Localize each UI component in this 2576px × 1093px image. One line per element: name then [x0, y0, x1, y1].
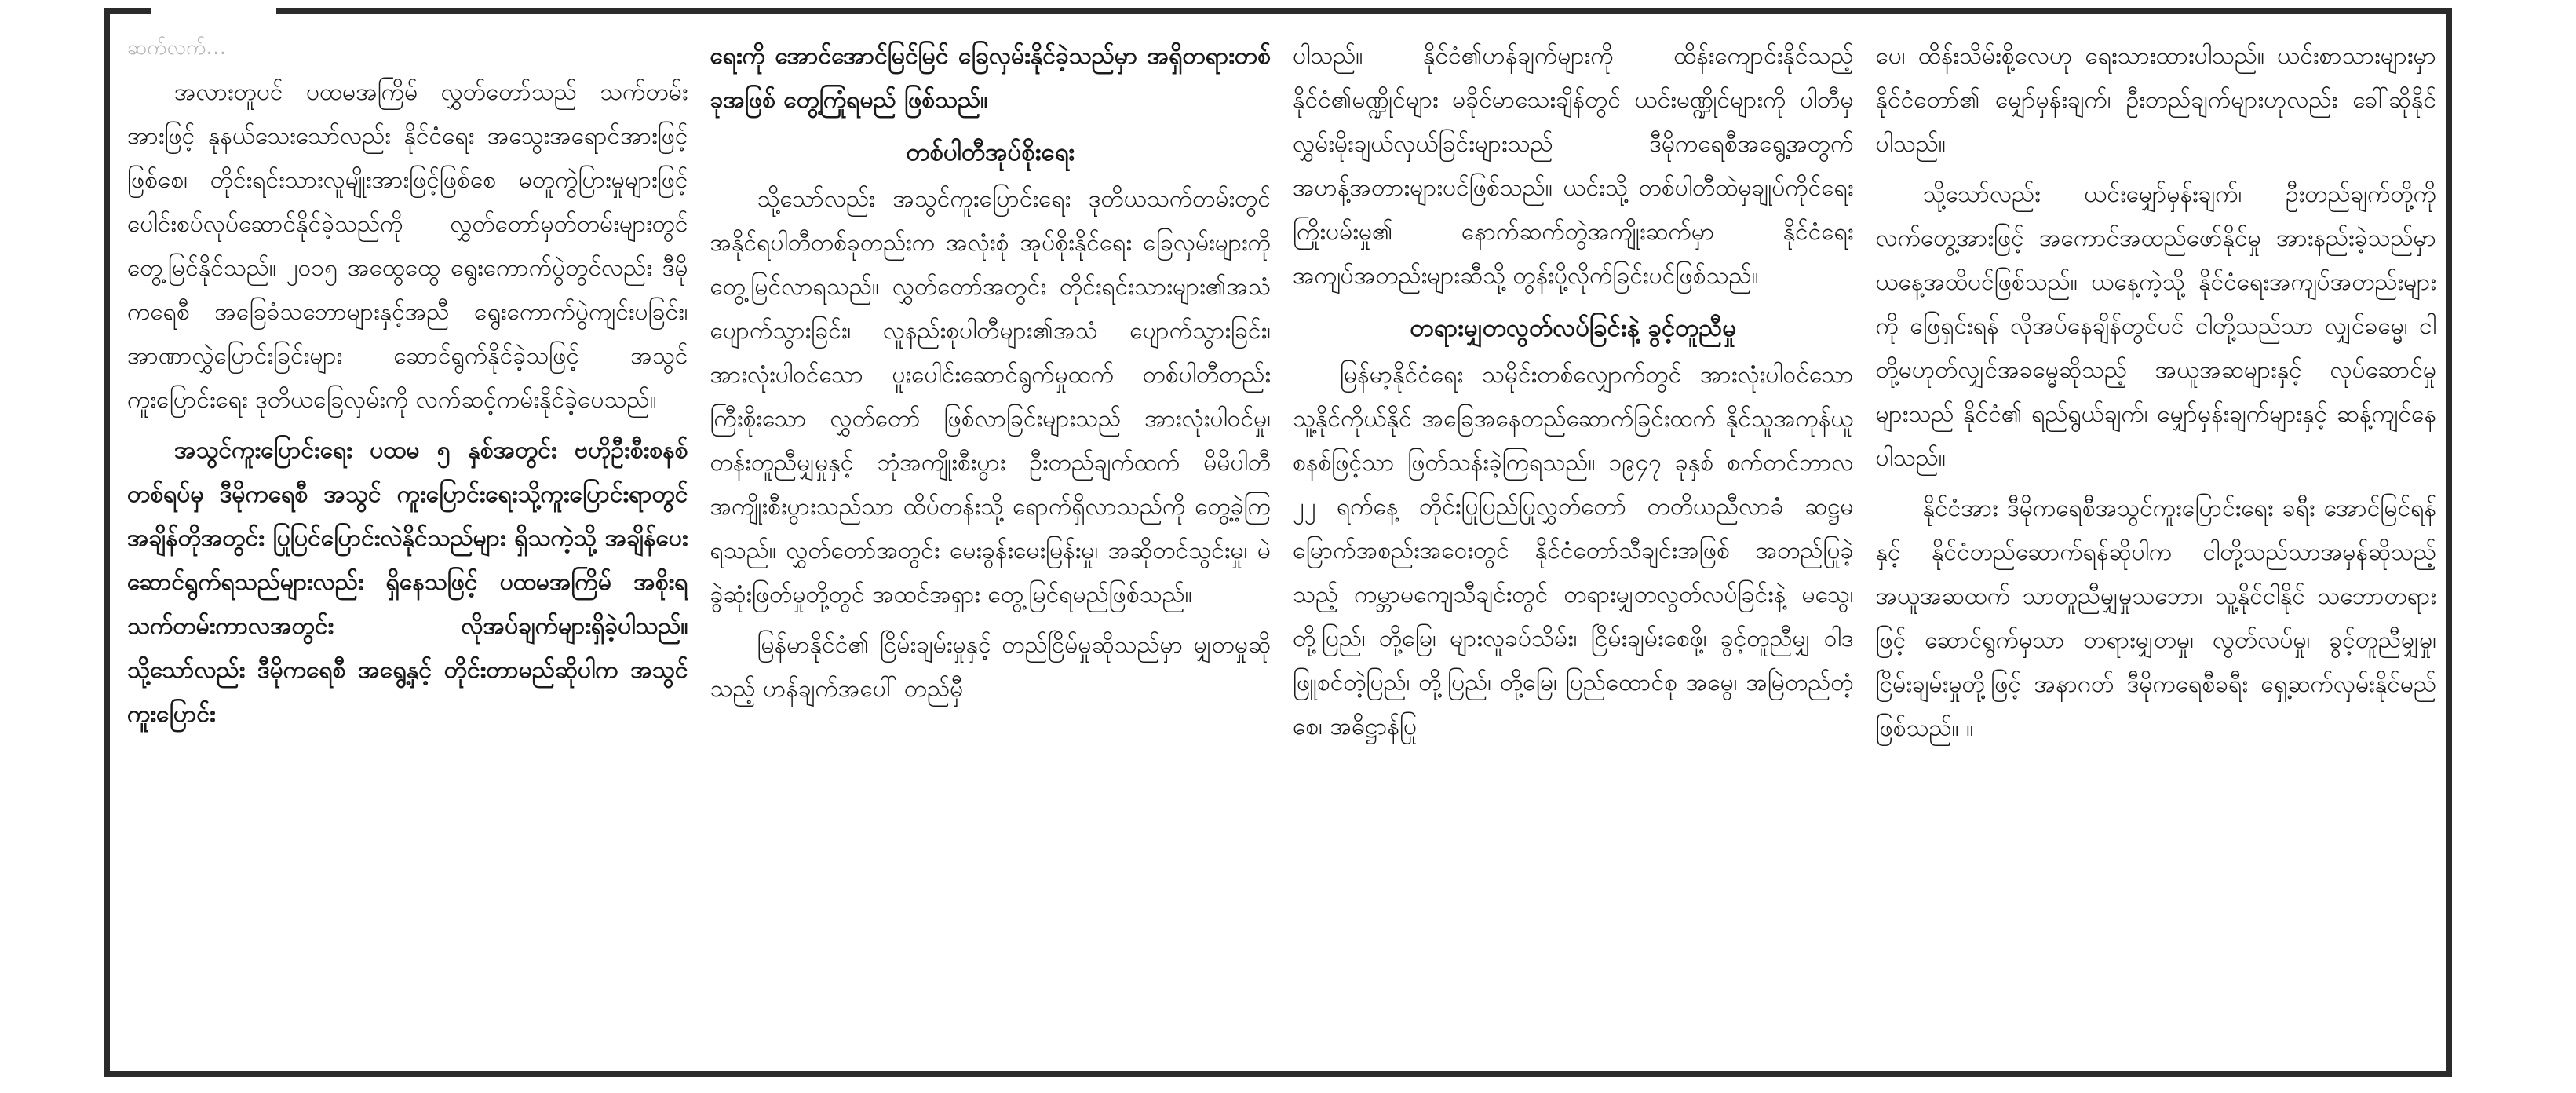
column-3: [1293, 35, 1854, 1055]
paragraph: သို့သော်လည်း ယင်းမျှော်မှန်းချက်၊ ဦးတည်ချက်တို့ကို လက်တွေ့အားဖြင့် အကောင်အထည်ဖော်နိုင်မှု အားနည်းခဲ့သည်မှာ ယနေ့အထိပင်ဖြစ်သည်။ ယနေ့ကဲ့သို့ နိုင်ငံရေးအကျပ်အတည်းများကို ဖြေရှင်းရန် လိုအပ်နေချိန်တွင်ပင် ငါတို့သည်သာ လျှင်ခမ္မေ၊ ငါတို့မဟုတ်လျှင်အခမ္မေဆိုသည့် အယူအဆများနှင့် လုပ်ဆောင်မှုများသည် နိုင်ငံ၏ ရည်ရွယ်ချက်၊ မျှော်မှန်းချက်များနှင့် ဆန့်ကျင်နေပါသည်။: [1875, 181, 2436, 472]
paragraph: ရေးကို အောင်အောင်မြင်မြင် ခြေလှမ်းနိုင်ခဲ့သည်မှာ အရှိတရားတစ်ခုအဖြစ် တွေ့ကြုံရမည် ဖြစ်သည်။: [710, 42, 1271, 114]
column-2: [710, 35, 1272, 1055]
article-columns: [127, 35, 2436, 1055]
paragraph: ပါသည်။ နိုင်ငံ၏ဟန်ချက်များကို ထိန်းကျောင်းနိုင်သည့် နိုင်ငံ၏မဏ္ဍိုင်များ မခိုင်မာသေးချိန်တွင် ယင်းမဏ္ဍိုင်များကို ပါတီမှ လွှမ်းမိုးချယ်လှယ်ခြင်းများသည် ဒီမိုကရေစီအရွေ့အတွက် အဟန့်အတားများပင်ဖြစ်သည်။ ယင်းသို့ တစ်ပါတီထဲမှချုပ်ကိုင်ရေး ကြိုးပမ်းမှု၏ နောက်ဆက်တွဲအကျိုးဆက်မှာ နိုင်ငံရေးအကျပ်အတည်းများဆီသို့ တွန်းပို့လိုက်ခြင်းပင်ဖြစ်သည်။: [1293, 42, 1854, 290]
section-heading: တစ်ပါတီအုပ်စိုးရေး: [906, 138, 1075, 166]
faded-fragment: ဆက်လက်…: [127, 36, 227, 60]
paragraph: မြန်မာနိုင်ငံ၏ ငြိမ်းချမ်းမှုနှင့် တည်ငြိမ်မှုဆိုသည်မှာ မျှတမှုဆိုသည့် ဟန်ချက်အပေါ် တည်မှီ: [710, 631, 1271, 703]
article-frame: [104, 8, 2452, 1077]
paragraph: အလားတူပင် ပထမအကြိမ် လွှတ်တော်သည် သက်တမ်းအားဖြင့် နုနယ်သေးသော်လည်း နိုင်ငံရေး အသွေးအရောင်အားဖြင့်ဖြစ်စေ၊ တိုင်းရင်းသားလူမျိုးအားဖြင့်ဖြစ်စေ မတူကွဲပြားမှုများဖြင့် ပေါင်းစပ်လုပ်ဆောင်နိုင်ခဲ့သည်ကို လွှတ်တော်မှတ်တမ်းများတွင် တွေ့မြင်နိုင်သည်။ ၂၀၁၅ အထွေထွေ ရွေးကောက်ပွဲတွင်လည်း ဒီမိုကရေစီ အခြေခံသဘောများနှင့်အညီ ရွေးကောက်ပွဲကျင်းပခြင်း၊ အာဏာလွှဲပြောင်းခြင်းများ ဆောင်ရွက်နိုင်ခဲ့သဖြင့် အသွင်ကူးပြောင်းရေး ဒုတိယခြေလှမ်းကို လက်ဆင့်ကမ်းနိုင်ခဲ့ပေသည်။: [127, 79, 688, 414]
paragraph: မြန်မာ့နိုင်ငံရေး သမိုင်းတစ်လျှောက်တွင် အားလုံးပါဝင်သော သူ့နိုင်ကိုယ်နိုင် အခြေအနေတည်ဆောက်ခြင်းထက် နိုင်သူအကုန်ယူစနစ်ဖြင့်သာ ဖြတ်သန်းခဲ့ကြရသည်။ ၁၉၄၇ ခုနှစ် စက်တင်ဘာလ ၂၂ ရက်နေ့ တိုင်းပြုပြည်ပြုလွှတ်တော် တတိယညီလာခံ ဆဋ္ဌမမြောက်အစည်းအဝေးတွင် နိုင်ငံတော်သီချင်းအဖြစ် အတည်ပြုခဲ့သည့် ကမ္ဘာမကျေသီချင်းတွင် တရားမျှတလွတ်လပ်ခြင်းနဲ့ မသွေ၊ တို့ပြည်၊ တို့မြေ၊ များလူခပ်သိမ်း၊ ငြိမ်းချမ်းစေဖို့၊ ခွင့်တူညီမျှ ဝါဒဖြူစင်တဲ့ပြည်၊ တို့ပြည်၊ တို့မြေ၊ ပြည်ထောင်စု အမွေ၊ အမြဲတည်တံ့စေ၊ အဓိဋ္ဌာန်ပြု: [1293, 361, 1854, 740]
paragraph: သို့သော်လည်း အသွင်ကူးပြောင်းရေး ဒုတိယသက်တမ်းတွင် အနိုင်ရပါတီတစ်ခုတည်းက အလုံးစုံ အုပ်စိုးနိုင်ရေး ခြေလှမ်းများကို တွေ့မြင်လာရသည်။ လွှတ်တော်အတွင်း တိုင်းရင်းသားများ၏အသံ ပျောက်သွားခြင်း၊ လူနည်းစုပါတီများ၏အသံ ပျောက်သွားခြင်း၊ အားလုံးပါဝင်သော ပူးပေါင်းဆောင်ရွက်မှုထက် တစ်ပါတီတည်းကြီးစိုးသော လွှတ်တော် ဖြစ်လာခြင်းများသည် အားလုံးပါဝင်မှု၊ တန်းတူညီမျှမှုနှင့် ဘုံအကျိုးစီးပွား ဦးတည်ချက်ထက် မိမိပါတီအကျိုးစီးပွားသည်သာ ထိပ်တန်းသို့ ရောက်ရှိလာသည်ကို တွေ့ခဲ့ကြရသည်။ လွှတ်တော်အတွင်း မေးခွန်းမေးမြန်းမှု၊ အဆိုတင်သွင်းမှု၊ မဲခွဲဆုံးဖြတ်မှုတို့တွင် အထင်အရှား တွေ့မြင်ရမည်ဖြစ်သည်။: [710, 185, 1271, 609]
frame-top-gap: [151, 3, 276, 17]
column-1: [127, 35, 688, 1055]
column-4: [1876, 35, 2437, 1055]
paragraph: ပေ၊ ထိန်းသိမ်းစို့လေဟု ရေးသားထားပါသည်။ ယင်းစာသားများမှာ နိုင်ငံတော်၏ မျှော်မှန်းချက်၊ ဦးတည်ချက်များဟုလည်း ခေါ်ဆိုနိုင်ပါသည်။: [1875, 42, 2436, 158]
paragraph: အသွင်ကူးပြောင်းရေး ပထမ ၅ နှစ်အတွင်း ဗဟိုဦးစီးစနစ်တစ်ရပ်မှ ဒီမိုကရေစီ အသွင် ကူးပြောင်းရေးသို့ကူးပြောင်းရာတွင် အချိန်တိုအတွင်း ပြုပြင်ပြောင်းလဲနိုင်သည်များ ရှိသကဲ့သို့ အချိန်ပေးဆောင်ရွက်ရသည်များလည်း ရှိနေသဖြင့် ပထမအကြိမ် အစိုးရသက်တမ်းကာလအတွင်း လိုအပ်ချက်များရှိခဲ့ပါသည်။ သို့သော်လည်း ဒီမိုကရေစီ အရွေ့နှင့် တိုင်းတာမည်ဆိုပါက အသွင်ကူးပြောင်း: [127, 437, 688, 728]
paragraph: နိုင်ငံအား ဒီမိုကရေစီအသွင်ကူးပြောင်းရေး ခရီး အောင်မြင်ရန်နှင့် နိုင်ငံတည်ဆောက်ရန်ဆိုပါက ငါတို့သည်သာအမှန်ဆိုသည့် အယူအဆထက် သာတူညီမျှမှုသဘော၊ သူ့နိုင်ငါနိုင် သဘောတရားဖြင့် ဆောင်ရွက်မှသာ တရားမျှတမှု၊ လွတ်လပ်မှု၊ ခွင့်တူညီမျှမှု၊ ငြိမ်းချမ်းမှုတို့ဖြင့် အနာဂတ် ဒီမိုကရေစီခရီး ရှေ့ဆက်လှမ်းနိုင်မည်ဖြစ်သည်။ ။: [1875, 495, 2436, 742]
section-heading: တရားမျှတလွတ်လပ်ခြင်းနဲ့ ခွင့်တူညီမှု: [1410, 314, 1737, 342]
